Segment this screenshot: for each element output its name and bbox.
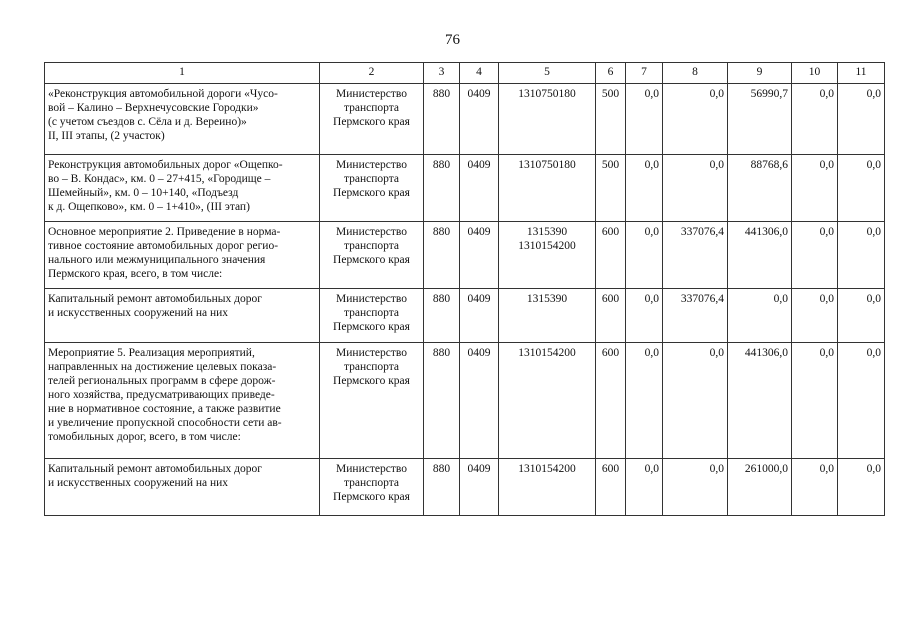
cell-line: 1310154200 (518, 347, 576, 359)
cell-line: томобильных дорог, всего, в том числе: (48, 431, 241, 443)
value-cell-8: 0,0 (663, 459, 728, 516)
cell-line: Министерство (336, 159, 407, 171)
value-cell-9: 441306,0 (728, 343, 792, 459)
code-cell-3: 880 (424, 343, 460, 459)
value-cell-8: 337076,4 (663, 222, 728, 289)
code-cell-5 (499, 459, 596, 516)
cell-line: Пермского края (333, 375, 410, 387)
cell-line: Капитальный ремонт автомобильных дорог (48, 293, 262, 305)
value-cell-10: 0,0 (792, 343, 838, 459)
table-header-row (45, 63, 885, 84)
code-cell-3: 880 (424, 84, 460, 155)
cell-line: Пермского края (333, 116, 410, 128)
code-cell-5 (499, 289, 596, 343)
code-cell-3: 880 (424, 155, 460, 222)
code-cell-4: 0409 (460, 84, 499, 155)
cell-line: Мероприятие 5. Реализация мероприятий, (48, 347, 255, 359)
table-row (45, 289, 885, 343)
header-cell: 3 (424, 63, 460, 84)
value-cell-8: 0,0 (663, 343, 728, 459)
organization-cell (320, 459, 424, 516)
code-cell-5 (499, 343, 596, 459)
organization-cell (320, 84, 424, 155)
header-cell: 4 (460, 63, 499, 84)
event-name-cell (45, 289, 320, 343)
cell-line: и искусственных сооружений на них (48, 477, 229, 489)
cell-line: во – В. Кондас», км. 0 – 27+415, «Городище – (48, 173, 271, 185)
header-cell: 1 (45, 63, 320, 84)
cell-line: транспорта (343, 477, 400, 489)
table-row (45, 222, 885, 289)
cell-line: Министерство (336, 88, 407, 100)
value-cell-10: 0,0 (792, 84, 838, 155)
cell-line: телей региональных программ в сфере дорож- (48, 375, 276, 387)
value-cell-11: 0,0 (838, 222, 885, 289)
cell-line: тивное состояние автомобильных дорог регио- (48, 240, 279, 252)
code-cell-4: 0409 (460, 222, 499, 289)
value-cell-10: 0,0 (792, 155, 838, 222)
code-cell-4: 0409 (460, 343, 499, 459)
page-number: 76 (445, 32, 460, 48)
code-cell-6: 600 (596, 459, 626, 516)
code-cell-3: 880 (424, 222, 460, 289)
header-cell: 11 (838, 63, 885, 84)
cell-line: направленных на достижение целевых показа- (48, 361, 277, 373)
organization-cell (320, 289, 424, 343)
event-name-cell (45, 343, 320, 459)
table-row (45, 459, 885, 516)
cell-line: транспорта (343, 173, 400, 185)
value-cell-8: 337076,4 (663, 289, 728, 343)
value-cell-9: 261000,0 (728, 459, 792, 516)
cell-line: вой – Калино – Верхнечусовские Городки» (48, 102, 259, 114)
header-cell: 6 (596, 63, 626, 84)
cell-line: (с учетом съездов с. Сёла и д. Вереино)» (48, 116, 247, 128)
cell-line: 1315390 (526, 293, 568, 305)
cell-line: Пермского края (333, 491, 410, 503)
cell-line: «Реконструкция автомобильной дороги «Чусо- (48, 88, 278, 100)
code-cell-5 (499, 155, 596, 222)
value-cell-9: 56990,7 (728, 84, 792, 155)
cell-line: Пермского края, всего, в том числе: (48, 268, 223, 280)
value-cell-7: 0,0 (626, 459, 663, 516)
cell-line: 1310750180 (518, 88, 576, 100)
header-cell: 5 (499, 63, 596, 84)
value-cell-11: 0,0 (838, 155, 885, 222)
cell-line: Пермского края (333, 321, 410, 333)
cell-line: Министерство (336, 463, 407, 475)
cell-line: II, III этапы, (2 участок) (48, 130, 165, 142)
header-cell: 7 (626, 63, 663, 84)
organization-cell (320, 222, 424, 289)
cell-line: 1310154200 (518, 463, 576, 475)
value-cell-9: 441306,0 (728, 222, 792, 289)
value-cell-7: 0,0 (626, 155, 663, 222)
code-cell-4: 0409 (460, 155, 499, 222)
cell-line: транспорта (343, 102, 400, 114)
value-cell-11: 0,0 (838, 343, 885, 459)
code-cell-4: 0409 (460, 459, 499, 516)
value-cell-9: 88768,6 (728, 155, 792, 222)
value-cell-11: 0,0 (838, 84, 885, 155)
cell-line: 1315390 (526, 226, 568, 238)
cell-line: ние в нормативное состояние, а также развитие (48, 403, 281, 415)
cell-line: Капитальный ремонт автомобильных дорог (48, 463, 262, 475)
header-cell: 8 (663, 63, 728, 84)
value-cell-11: 0,0 (838, 459, 885, 516)
code-cell-6: 500 (596, 155, 626, 222)
cell-line: и искусственных сооружений на них (48, 307, 229, 319)
table-row (45, 343, 885, 459)
value-cell-10: 0,0 (792, 222, 838, 289)
cell-line: ного хозяйства, предусматривающих приведе- (48, 389, 275, 401)
event-name-cell (45, 222, 320, 289)
table-row (45, 84, 885, 155)
code-cell-5 (499, 222, 596, 289)
cell-line: транспорта (343, 240, 400, 252)
value-cell-8: 0,0 (663, 84, 728, 155)
cell-line: Министерство (336, 226, 407, 238)
value-cell-11: 0,0 (838, 289, 885, 343)
value-cell-9: 0,0 (728, 289, 792, 343)
organization-cell (320, 343, 424, 459)
header-cell: 9 (728, 63, 792, 84)
header-cell: 10 (792, 63, 838, 84)
code-cell-6: 600 (596, 222, 626, 289)
cell-line: Основное мероприятие 2. Приведение в норма- (48, 226, 281, 238)
cell-line: Шемейный», км. 0 – 10+140, «Подъезд (48, 187, 239, 199)
cell-line: нального или межмуниципального значения (48, 254, 266, 266)
cell-line: Министерство (336, 347, 407, 359)
value-cell-8: 0,0 (663, 155, 728, 222)
value-cell-7: 0,0 (626, 84, 663, 155)
cell-line: Реконструкция автомобильных дорог «Ощепко- (48, 159, 283, 171)
cell-line: транспорта (343, 307, 400, 319)
value-cell-10: 0,0 (792, 459, 838, 516)
value-cell-7: 0,0 (626, 222, 663, 289)
cell-line: Пермского края (333, 187, 410, 199)
code-cell-6: 500 (596, 84, 626, 155)
budget-table (44, 62, 885, 516)
cell-line: Пермского края (333, 254, 410, 266)
code-cell-6: 600 (596, 343, 626, 459)
event-name-cell (45, 84, 320, 155)
code-cell-3: 880 (424, 459, 460, 516)
code-cell-5 (499, 84, 596, 155)
organization-cell (320, 155, 424, 222)
cell-line: и увеличение пропускной способности сети ав- (48, 417, 282, 429)
value-cell-7: 0,0 (626, 289, 663, 343)
cell-line: 1310154200 (518, 240, 576, 252)
cell-line: Министерство (336, 293, 407, 305)
cell-line: к д. Ощепково», км. 0 – 1+410», (III этап) (48, 201, 250, 213)
table-row (45, 155, 885, 222)
code-cell-6: 600 (596, 289, 626, 343)
value-cell-10: 0,0 (792, 289, 838, 343)
cell-line: 1310750180 (518, 159, 576, 171)
header-cell: 2 (320, 63, 424, 84)
event-name-cell (45, 459, 320, 516)
code-cell-4: 0409 (460, 289, 499, 343)
code-cell-3: 880 (424, 289, 460, 343)
value-cell-7: 0,0 (626, 343, 663, 459)
cell-line: транспорта (343, 361, 400, 373)
event-name-cell (45, 155, 320, 222)
table-body (45, 63, 885, 516)
